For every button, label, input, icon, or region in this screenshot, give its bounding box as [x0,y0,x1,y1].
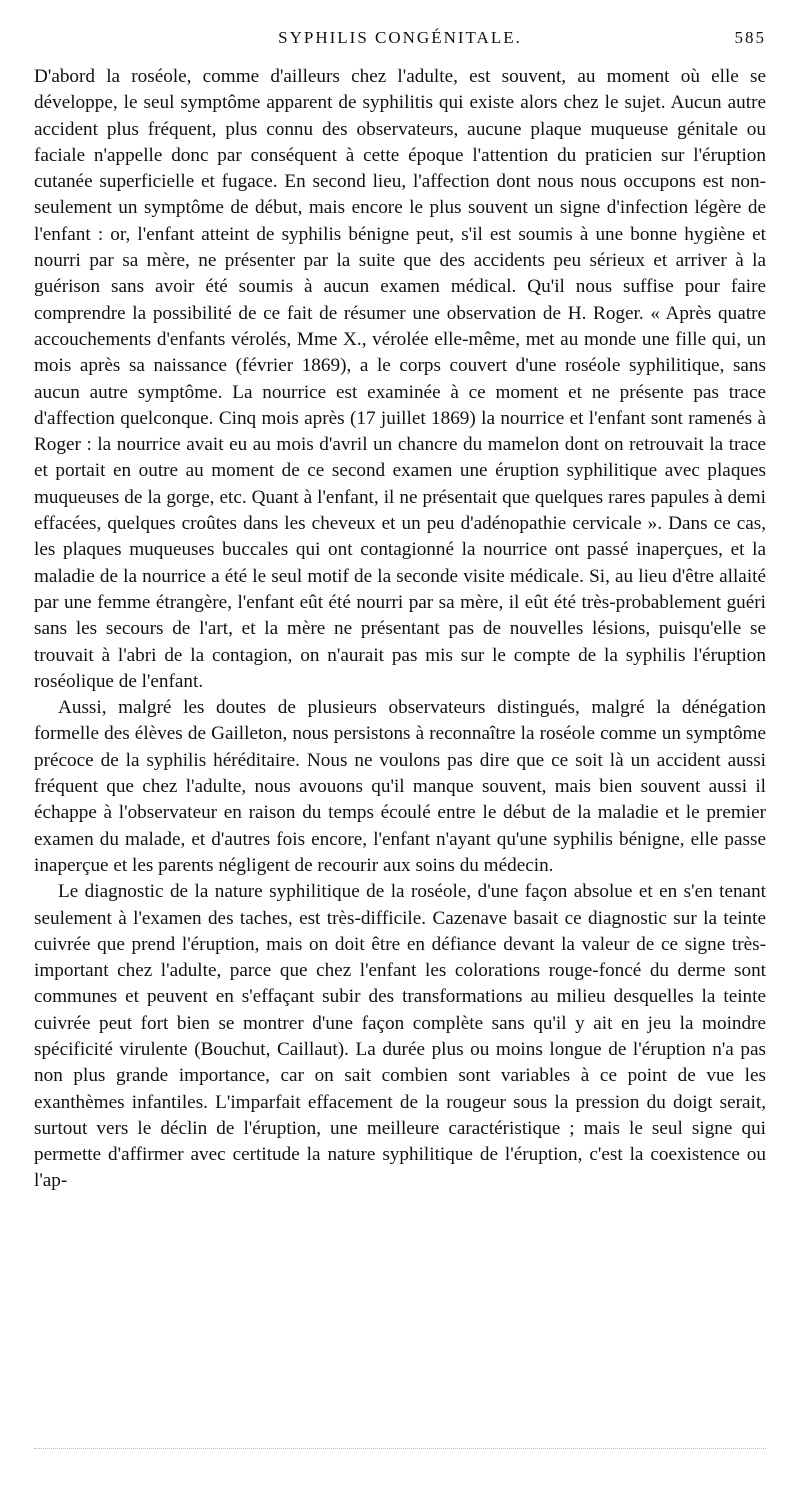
running-head [34,28,766,58]
paragraph-diagnosis: Le diagnostic de la nature syphilitique de la roséole, d'une façon absolue et en s'en tenant seulement à l'examen des taches, est très-difficile. Cazenave basait ce diagnostic sur la teinte cuivrée que prend l'éruption, mais on doit être en défiance devant la valeur de ce signe très-important chez l'adulte, parce que chez l'enfant les colorations rouge-foncé du derme sont communes et peuvent en s'effaçant subir des transformations au milieu desquelles la teinte cuivrée peut fort bien se montrer d'une façon complète sans qu'il y ait en jeu la moindre spécificité virulente (Bouchut, Caillaut). La durée plus ou moins longue de l'éruption n'a pas non plus grande importance, car on sait combien sont variables à ce point de vue les exanthèmes infantiles. L'imparfait effacement de la rougeur sous la pression du doigt serait, surtout vers le déclin de l'éruption, une meilleure caractéristique ; mais le seul signe qui permette d'affirmer avec certitude la nature syphilitique de l'éruption, c'est la coexistence ou l'ap- [34,881,766,1192]
paragraph-roseole-symptom: D'abord la roséole, comme d'ailleurs chez l'adulte, est souvent, au moment où elle se développe, le seul symptôme apparent de syphilitis qui existe alors chez le sujet. Aucun autre accident plus fréquent, plus connu des observateurs, aucune plaque muqueuse génitale ou faciale n'appelle donc par conséquent à cette époque l'attention du praticien sur l'éruption cutanée superficielle et fugace. En second lieu, l'affection dont nous nous occupons est non-seulement un symptôme de début, mais encore le plus souvent un signe d'infection légère de l'enfant : or, l'enfant atteint de syphilis bénigne peut, s'il est soumis à une bonne hygiène et nourri par sa mère, ne présenter par la suite que des accidents peu sérieux et arriver à la guérison sans avoir été soumis à aucun examen médical. Qu'il nous suffise pour faire comprendre la possibilité de ce fait de résumer une observation de H. Roger. « Après quatre accouchements d'enfants vérolés, Mme X., vérolée elle-même, met au monde une fille qui, un mois après sa naissance (février 1869), a le corps couvert d'une roséole syphilitique, sans aucun autre symptôme. La nourrice est examinée à ce moment et ne présente pas trace d'affection quelconque. Cinq mois après (17 juillet 1869) la nourrice et l'enfant sont ramenés à Roger : la nourrice avait eu au mois d'avril un chancre du mamelon dont on retrouvait la trace et portait en outre au moment de ce second examen une éruption syphilitique avec plaques muqueuses de la gorge, etc. Quant à l'enfant, il ne présentait que quelques rares papules à demi effacées, quelques croûtes dans les cheveux et un peu d'adénopathie cervicale ». Dans ce cas, les plaques muqueuses buccales qui ont contagionné la nourrice ont passé inaperçues, et la maladie de la nourrice a été le seul motif de la seconde visite médicale. Si, au lieu d'être allaité par une femme étrangère, l'enfant eût été nourri par sa mère, il eût été très-probablement guéri sans les secours de l'art, et la mère ne présentant pas de nouvelles lésions, puisqu'elle se trouvait à l'abri de la contagion, on n'aurait pas mis sur le compte de la syphilis l'éruption roséolique de l'enfant. [34,66,766,692]
paragraph-early-symptom: Aussi, malgré les doutes de plusieurs observateurs distingués, malgré la dénégation formelle des élèves de Gailleton, nous persistons à reconnaître la roséole comme un symptôme précoce de la syphilis héréditaire. Nous ne voulons pas dire que ce soit là un accident aussi fréquent que chez l'adulte, nous avouons qu'il manque souvent, mais bien souvent aussi il échappe à l'observateur en raison du temps écoulé entre le début de la maladie et le premier examen du malade, et d'autres fois encore, l'enfant n'ayant qu'une syphilis bénigne, elle passe inaperçue et les parents négligent de recourir aux soins du médecin. [34,697,766,876]
body-text [34,64,766,1195]
bottom-rule [34,1448,766,1449]
running-title: SYPHILIS CONGÉNITALE. [278,28,522,47]
page-number: 585 [734,28,766,47]
